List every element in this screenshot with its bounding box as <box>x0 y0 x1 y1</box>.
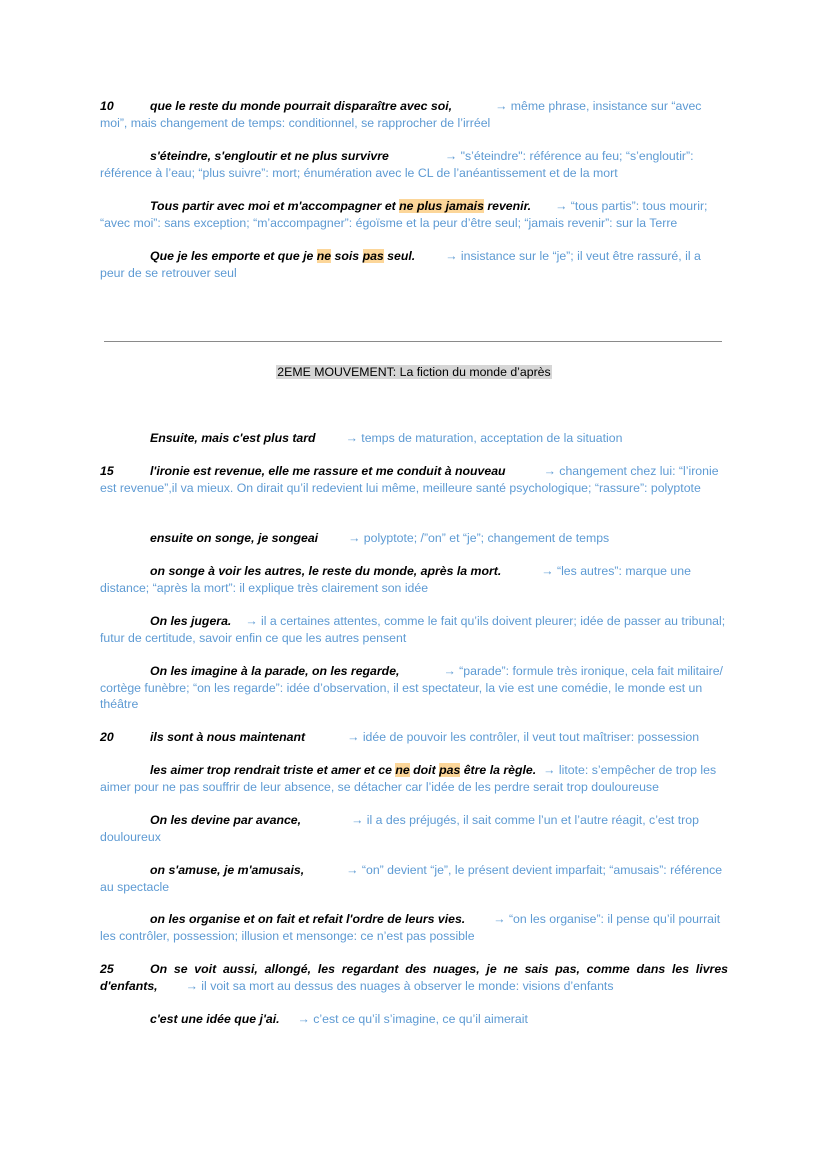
verse-entry-10 <box>100 98 728 131</box>
verse-entry <box>100 1011 728 1028</box>
verse-line: les aimer trop rendrait triste et amer et ce ne doit pas être la règle. <box>150 763 537 777</box>
negation-highlight: ne <box>395 763 410 777</box>
verse-line: que le reste du monde pourrait disparaître avec soi, <box>150 99 453 113</box>
verse-entry <box>100 563 728 596</box>
analysis-comment: → “les autres”: marque une distance; “après la mort”: il explique très clairement son idée <box>100 564 691 595</box>
section-heading: 2EME MOUVEMENT: La fiction du monde d’après <box>277 365 551 379</box>
analysis-comment: → polyptote; /”on” et “je”; changement de temps <box>348 531 610 545</box>
section-divider <box>104 341 722 342</box>
verse-entry <box>100 248 728 281</box>
verse-entry-15 <box>100 463 728 496</box>
verse-line: On les devine par avance, <box>150 813 302 827</box>
verse-line: on s'amuse, je m'amusais, <box>150 863 305 877</box>
negation-highlight: ne <box>316 249 332 263</box>
analysis-comment: → "s’éteindre": référence au feu; “s’engloutir”: référence à l’eau; “plus suivre”: mort; énumération avec le CL de l’anéantissement et de la mort <box>100 149 694 180</box>
verse-entry <box>100 762 728 795</box>
verse-line: Tous partir avec moi et m'accompagner et ne plus jamais revenir. <box>150 199 532 213</box>
negation-highlight: pas <box>362 249 384 263</box>
verse-line: On se voit aussi, allongé, les regardant des nuages, je ne sais pas, comme dans les livres d'enfants, <box>100 962 728 993</box>
analysis-comment: → “parade”: formule très ironique, cela fait militaire/ cortège funèbre; “on les regarde”: idée d’observation, il est spectateur, la vie est une comédie, le monde est un théâtre <box>100 664 723 712</box>
analysis-comment: → il voit sa mort au dessus des nuages à observer le monde: visions d’enfants <box>185 978 614 993</box>
verse-entry <box>100 911 728 944</box>
analysis-comment: → “on” devient “je”, le présent devient imparfait; “amusais”: référence au spectacle <box>100 863 723 894</box>
verse-entry <box>100 430 728 447</box>
analysis-comment: → litote: s’empêcher de trop les aimer pour ne pas souffrir de leur absence, se détacher car l’idée de les perdre serait trop douloureuse <box>100 763 717 794</box>
verse-entry <box>100 198 728 231</box>
line-number: 10 <box>100 99 114 113</box>
verse-line: l'ironie est revenue, elle me rassure et me conduit à nouveau <box>150 464 506 478</box>
analysis-comment: → changement chez lui: “l’ironie est revenue”,il va mieux. On dirait qu’il redevient lui même, meilleure santé psychologique; “rassure”: polyptote <box>100 464 719 495</box>
line-number: 25 <box>100 962 114 976</box>
verse-line: on songe à voir les autres, le reste du monde, après la mort. <box>150 564 502 578</box>
verse-line: Ensuite, mais c'est plus tard <box>150 431 316 445</box>
verse-line: c'est une idée que j'ai. <box>150 1012 280 1026</box>
negation-highlight: pas <box>439 763 461 777</box>
analysis-comment: → c’est ce qu’il s’imagine, ce qu’il aimerait <box>297 1012 528 1026</box>
analysis-comment: → insistance sur le “je”; il veut être rassuré, il a peur de se retrouver seul <box>100 249 701 280</box>
verse-line: ensuite on songe, je songeai <box>150 531 319 545</box>
analysis-comment: → “tous partis”: tous mourir; “avec moi”: sans exception; “m’accompagner”: égoïsme et la peur d’être seul; “jamais revenir”: sur la Terre <box>100 199 708 230</box>
analysis-comment: → idée de pouvoir les contrôler, il veut tout maîtriser: possession <box>347 730 700 744</box>
analysis-comment: → temps de maturation, acceptation de la situation <box>345 431 623 445</box>
verse-entry <box>100 530 728 547</box>
line-number: 20 <box>100 730 114 744</box>
verse-line: Que je les emporte et que je ne sois pas seul. <box>150 249 416 263</box>
verse-line: ils sont à nous maintenant <box>150 730 306 744</box>
verse-line: On les jugera. <box>150 614 232 628</box>
analysis-comment: → il a certaines attentes, comme le fait qu’ils doivent pleurer; idée de passer au tribunal; futur de certitude, savoir enfin ce que les autres pensent <box>100 614 726 645</box>
verse-line: on les organise et on fait et refait l'ordre de leurs vies. <box>150 912 466 926</box>
line-number: 15 <box>100 464 114 478</box>
verse-entry-20 <box>100 729 728 746</box>
analysis-comment: → même phrase, insistance sur “avec moi”, mais changement de temps: conditionnel, se rapprocher de l’irréel <box>100 99 702 130</box>
verse-line: s'éteindre, s'engloutir et ne plus survivre <box>150 149 389 163</box>
analysis-comment: → il a des préjugés, il sait comme l’un et l’autre réagit, c’est trop douloureux <box>100 813 699 844</box>
verse-entry-25 <box>100 961 728 994</box>
verse-entry <box>100 812 728 845</box>
verse-line: On les imagine à la parade, on les regarde, <box>150 664 400 678</box>
verse-entry <box>100 862 728 895</box>
verse-entry <box>100 663 728 713</box>
verse-entry <box>100 613 728 646</box>
verse-entry <box>100 148 728 181</box>
negation-highlight: ne plus jamais <box>399 199 484 213</box>
analysis-comment: → “on les organise”: il pense qu’il pourrait les contrôler, possession; illusion et mensonge: ce n’est pas possible <box>100 912 721 943</box>
